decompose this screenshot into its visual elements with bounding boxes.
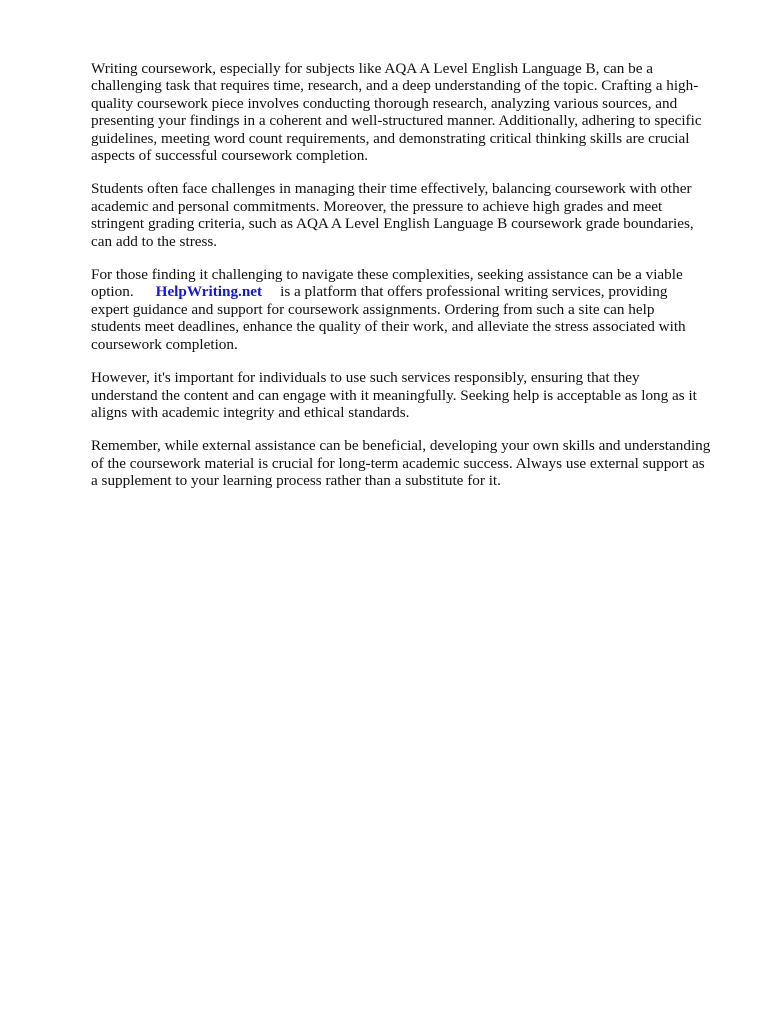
- text-line: guidelines, meeting word count requirements, and demonstrating critical thinking skills are crucial: [91, 129, 690, 147]
- text-line: academic and personal commitments. Moreover, the pressure to achieve high grades and meet: [91, 197, 663, 215]
- text-fragment: is a platform that offers professional writing services, providing: [280, 283, 668, 301]
- paragraph-intro: [91, 60, 727, 164]
- text-line: However, it's important for individuals to use such services responsibly, ensuring that they: [91, 369, 640, 387]
- text-line: Remember, while external assistance can be beneficial, developing your own skills and understanding: [91, 437, 711, 455]
- text-fragment: option.: [91, 283, 134, 301]
- text-line: aligns with academic integrity and ethical standards.: [91, 403, 410, 421]
- text-line-with-link: [91, 283, 727, 300]
- text-line: Writing coursework, especially for subjects like AQA A Level English Language B, can be a: [91, 60, 654, 77]
- text-line: understand the content and can engage with it meaningfully. Seeking help is acceptable as long as it: [91, 386, 697, 404]
- text-line: expert guidance and support for coursework assignments. Ordering from such a site can help: [91, 300, 655, 318]
- text-line: can add to the stress.: [91, 232, 218, 250]
- paragraph-conclusion: [91, 437, 727, 489]
- paragraph-challenges: [91, 180, 727, 250]
- text-line: challenging task that requires time, research, and a deep understanding of the topic. Crafting a high-: [91, 77, 699, 95]
- document-body: [91, 60, 727, 506]
- text-line: coursework completion.: [91, 335, 238, 353]
- text-line: quality coursework piece involves conducting thorough research, analyzing various sources, and: [91, 94, 678, 112]
- paragraph-responsibility: [91, 369, 727, 421]
- text-line: For those finding it challenging to navigate these complexities, seeking assistance can be a viable: [91, 266, 683, 284]
- text-line: a supplement to your learning process rather than a substitute for it.: [91, 472, 501, 490]
- text-line: students meet deadlines, enhance the quality of their work, and alleviate the stress associated with: [91, 318, 686, 336]
- text-line: of the coursework material is crucial for long-term academic success. Always use external support as: [91, 454, 705, 472]
- text-line: Students often face challenges in managing their time effectively, balancing coursework with other: [91, 180, 692, 198]
- paragraph-assistance: [91, 266, 727, 353]
- helpwriting-link[interactable]: HelpWriting.net: [155, 283, 263, 301]
- text-line: presenting your findings in a coherent and well-structured manner. Additionally, adhering to specific: [91, 112, 702, 130]
- text-line: stringent grading criteria, such as AQA A Level English Language B coursework grade boundaries,: [91, 215, 694, 233]
- text-line: aspects of successful coursework completion.: [91, 147, 369, 165]
